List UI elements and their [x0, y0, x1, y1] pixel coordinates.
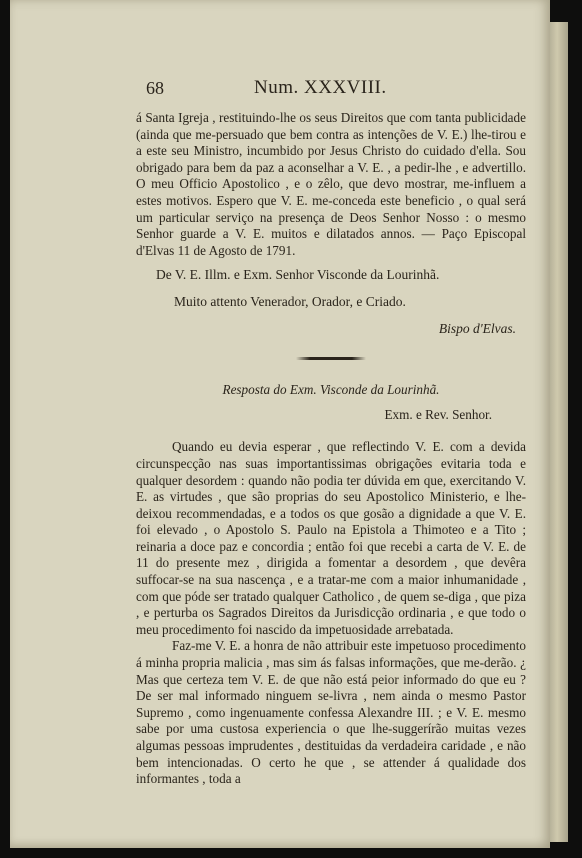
response-title: Resposta do Exm. Visconde da Lourinhã.	[222, 382, 440, 398]
page-header	[136, 77, 526, 100]
page-text-block	[136, 77, 526, 788]
response-paragraph-1: Quando eu devia esperar , que reflectindo V. E. com a devida circunspecção nas suas importantissimas obrigações evitaria toda e qualquer desordem : quando não podia ter dúvida em que, exercitando V. E. as virtudes , que são proprias do seu Apostolico Ministerio, e lhe-deixou recommendadas, e a todos os que gosão a dignidade a que V. E. foi elevado , o Apostolo S. Paulo na Epistola a Thimoteo e a Tito ; reinaria a doce paz e concordia ; então foi que recebi a carta de V. E. de 11 do presente mez , dirigida a fomentar a desordem , que devêra suffocar-se na sua nascença , e a tratar-me com a maior inhumanidade , com que póde ser tratado qualquer Catholico , de quem se-diga , que piza , e perturba os Sagrados Direitos da Jurisdicção ordinaria , e que todo o meu procedimento foi nascido da impetuosidade arrebatada.	[136, 439, 526, 637]
running-title: Num. XXXVIII.	[254, 77, 387, 98]
closing-formula: Muito attento Venerador, Orador, e Criado.	[174, 293, 406, 309]
letter-paragraph: á Santa Igreja , restituindo-lhe os seus Direitos que com tanta publicidade (ainda que me-persuado que bem contra as intenções de V. E.) lhe-tirou e a este seu Ministro, incumbido por Jesus Christo do cuidado d'ella. Sou obrigado para bem da paz a aconselhar a V. E. , a pedir-lhe , e advertillo. O meu Officio Apostolico , e o zêlo, que devo mostrar, me-influem a estes motivos. Espero que V. E. me-conceda este beneficio , o qual será um particular serviço na presença de Deos Senhor Nosso : o mesmo Senhor guarde a V. E. muitos e dilatados annos. — Paço Episcopal d'Elvas 11 de Agosto de 1791.	[136, 110, 526, 258]
section-divider	[296, 357, 366, 360]
letter-closing	[136, 267, 526, 337]
page-number: 68	[146, 78, 164, 98]
response-salutation: Exm. e Rev. Senhor.	[384, 406, 492, 422]
closing-address: De V. E. Illm. e Exm. Senhor Visconde da Lourinhã.	[156, 267, 440, 283]
signature: Bispo d'Elvas.	[438, 320, 516, 336]
response-paragraph-2: Faz-me V. E. a honra de não attribuir este impetuoso procedimento á minha propria malicia , mas sim ás falsas informações, que me-derão. ¿ Mas que certeza tem V. E. de que não está peior informado do que eu ? De ser mal informado ninguem se-livra , nem ainda o mesmo Pastor Supremo , como ingenuamente confessa Alexandre III. ; e V. E. mesmo sabe por uma custosa experiencia o que lhe-suggerírão muitas vezes algumas pessoas imprudentes , destituidas da verdadeira caridade , e não bem intencionadas. O certo he que , se attender á qualidade dos informantes , toda a	[136, 638, 526, 787]
page-edge	[550, 22, 568, 842]
